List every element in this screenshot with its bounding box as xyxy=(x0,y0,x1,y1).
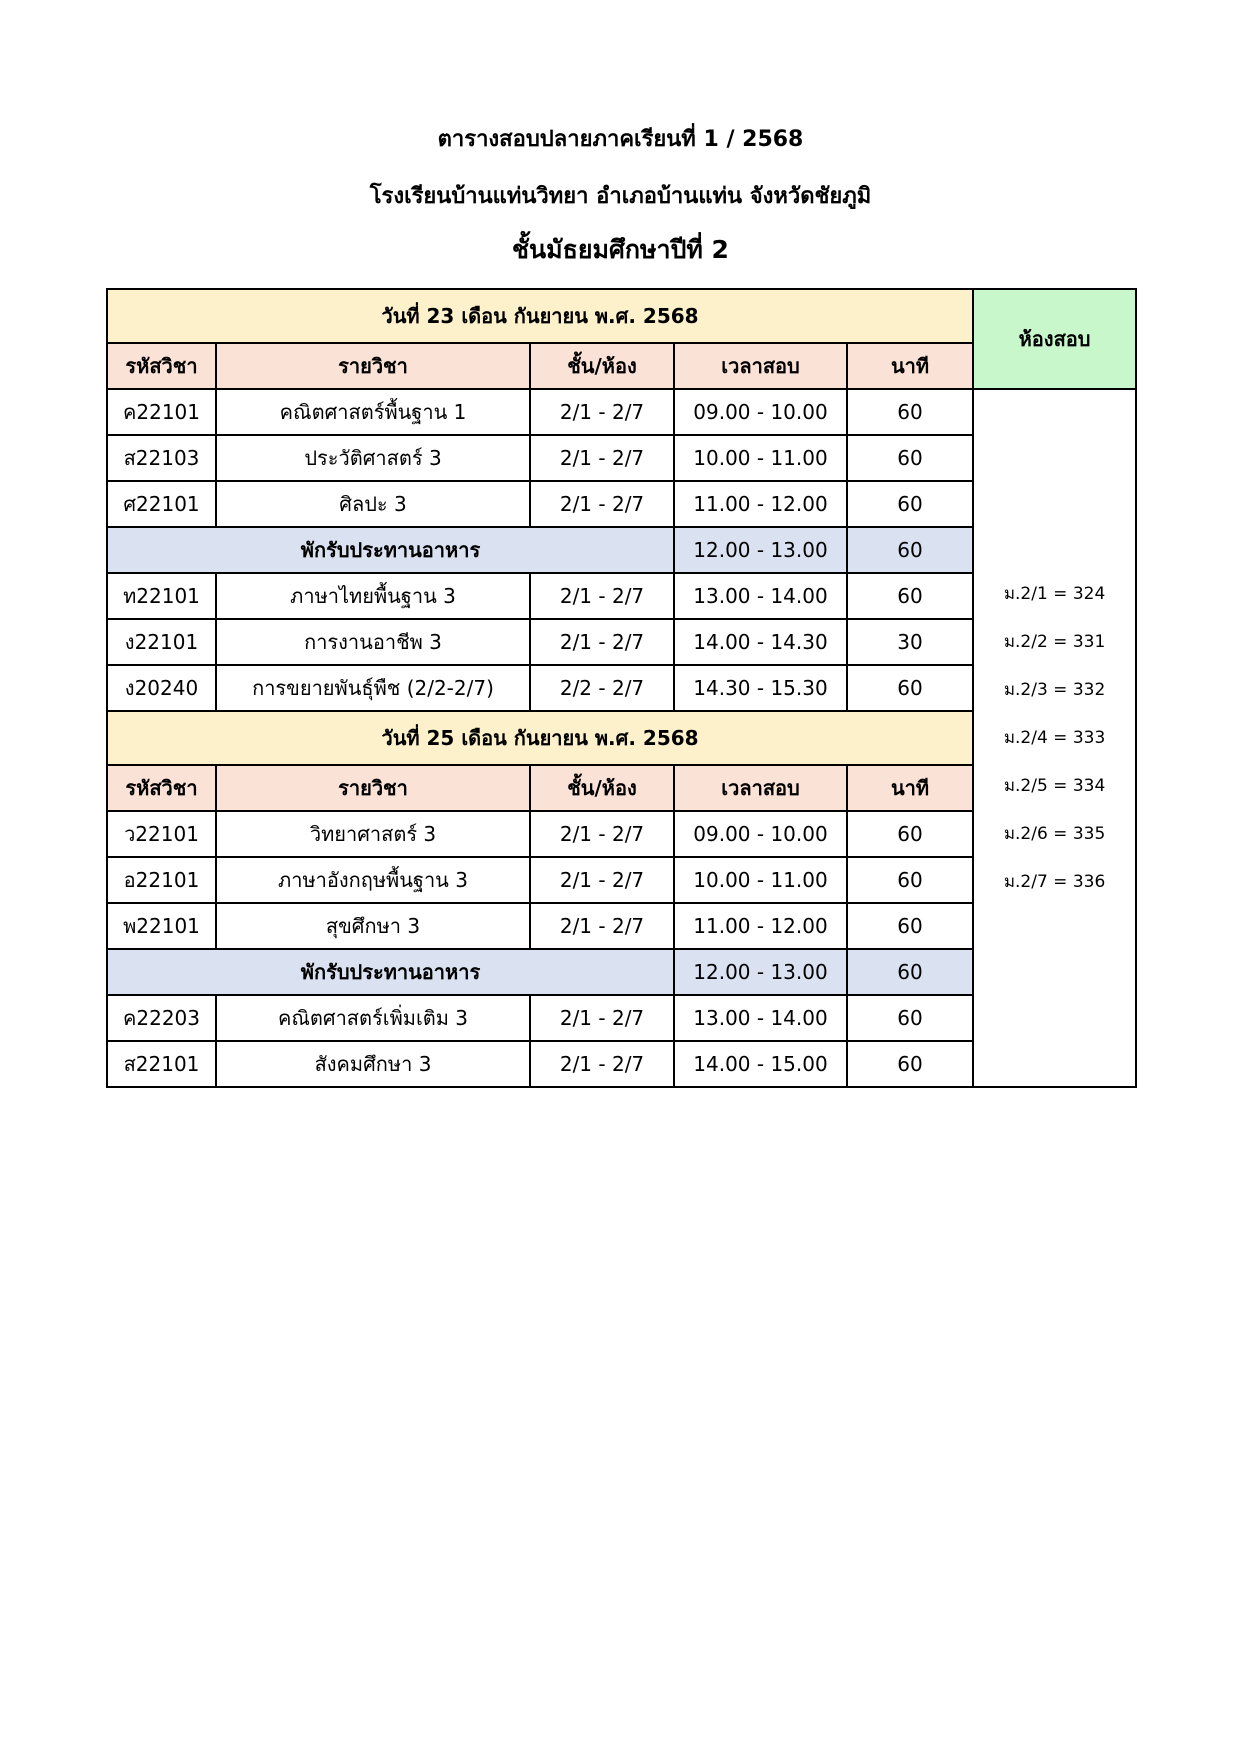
table-row xyxy=(107,389,1136,435)
room-item: ม.2/5 = 334 xyxy=(1003,776,1106,796)
header-time: เวลาสอบ xyxy=(674,765,847,811)
exam-time: 14.00 - 14.30 xyxy=(674,619,847,665)
exam-time: 11.00 - 12.00 xyxy=(674,481,847,527)
subject-name: วิทยาศาสตร์ 3 xyxy=(216,811,530,857)
room-header: ห้องสอบ xyxy=(973,289,1136,389)
subject-code: พ22101 xyxy=(107,903,216,949)
class-range: 2/1 - 2/7 xyxy=(530,857,674,903)
subject-name: ประวัติศาสตร์ 3 xyxy=(216,435,530,481)
exam-minutes: 60 xyxy=(847,481,973,527)
room-item: ม.2/1 = 324 xyxy=(1003,584,1106,604)
lunch-time: 12.00 - 13.00 xyxy=(674,949,847,995)
exam-minutes: 60 xyxy=(847,573,973,619)
subject-code: ง20240 xyxy=(107,665,216,711)
room-item: ม.2/6 = 335 xyxy=(1003,824,1106,844)
subject-name: ภาษาอังกฤษพื้นฐาน 3 xyxy=(216,857,530,903)
room-item: ม.2/7 = 336 xyxy=(1003,872,1106,892)
exam-date: วันที่ 25 เดือน กันยายน พ.ศ. 2568 xyxy=(107,711,973,765)
lunch-break-label: พักรับประทานอาหาร xyxy=(107,527,674,573)
class-range: 2/2 - 2/7 xyxy=(530,665,674,711)
header-subject: รายวิชา xyxy=(216,343,530,389)
subject-code: อ22101 xyxy=(107,857,216,903)
subject-code: ง22101 xyxy=(107,619,216,665)
exam-minutes: 60 xyxy=(847,389,973,435)
exam-time: 09.00 - 10.00 xyxy=(674,811,847,857)
exam-minutes: 60 xyxy=(847,903,973,949)
exam-time: 09.00 - 10.00 xyxy=(674,389,847,435)
lunch-minutes: 60 xyxy=(847,527,973,573)
exam-minutes: 30 xyxy=(847,619,973,665)
exam-time: 10.00 - 11.00 xyxy=(674,435,847,481)
subject-code: ว22101 xyxy=(107,811,216,857)
subject-name: ภาษาไทยพื้นฐาน 3 xyxy=(216,573,530,619)
exam-date: วันที่ 23 เดือน กันยายน พ.ศ. 2568 xyxy=(107,289,973,343)
subject-name: สุขศึกษา 3 xyxy=(216,903,530,949)
subject-code: ค22101 xyxy=(107,389,216,435)
subject-code: ศ22101 xyxy=(107,481,216,527)
document-title: ตารางสอบปลายภาคเรียนที่ 1 / 2568 xyxy=(437,127,804,152)
exam-time: 13.00 - 14.00 xyxy=(674,573,847,619)
exam-time: 11.00 - 12.00 xyxy=(674,903,847,949)
class-range: 2/1 - 2/7 xyxy=(530,481,674,527)
schedule-body xyxy=(107,289,1136,1087)
subject-code: ส22103 xyxy=(107,435,216,481)
subject-name: การขยายพันธุ์พืช (2/2-2/7) xyxy=(216,665,530,711)
class-range: 2/1 - 2/7 xyxy=(530,619,674,665)
subject-code: ส22101 xyxy=(107,1041,216,1087)
exam-time: 10.00 - 11.00 xyxy=(674,857,847,903)
room-assignment-cell xyxy=(973,389,1136,1087)
lunch-break-label: พักรับประทานอาหาร xyxy=(107,949,674,995)
class-range: 2/1 - 2/7 xyxy=(530,811,674,857)
exam-minutes: 60 xyxy=(847,665,973,711)
header-time: เวลาสอบ xyxy=(674,343,847,389)
room-item: ม.2/3 = 332 xyxy=(1003,680,1106,700)
subject-code: ค22203 xyxy=(107,995,216,1041)
exam-minutes: 60 xyxy=(847,1041,973,1087)
date-row xyxy=(107,289,1136,343)
header-class: ชั้น/ห้อง xyxy=(530,343,674,389)
class-range: 2/1 - 2/7 xyxy=(530,1041,674,1087)
subject-name: การงานอาชีพ 3 xyxy=(216,619,530,665)
header-code: รหัสวิชา xyxy=(107,765,216,811)
class-range: 2/1 - 2/7 xyxy=(530,389,674,435)
exam-time: 14.00 - 15.00 xyxy=(674,1041,847,1087)
header-minutes: นาที xyxy=(847,765,973,811)
exam-minutes: 60 xyxy=(847,811,973,857)
subject-name: คณิตศาสตร์พื้นฐาน 1 xyxy=(216,389,530,435)
room-item: ม.2/2 = 331 xyxy=(1003,632,1106,652)
header-subject: รายวิชา xyxy=(216,765,530,811)
room-list xyxy=(974,570,1135,906)
exam-minutes: 60 xyxy=(847,435,973,481)
exam-time: 14.30 - 15.30 xyxy=(674,665,847,711)
subject-code: ท22101 xyxy=(107,573,216,619)
class-range: 2/1 - 2/7 xyxy=(530,573,674,619)
header-class: ชั้น/ห้อง xyxy=(530,765,674,811)
subject-name: คณิตศาสตร์เพิ่มเติม 3 xyxy=(216,995,530,1041)
exam-minutes: 60 xyxy=(847,995,973,1041)
school-name: โรงเรียนบ้านแท่นวิทยา อำเภอบ้านแท่น จังหวัดชัยภูมิ xyxy=(369,184,872,209)
class-range: 2/1 - 2/7 xyxy=(530,995,674,1041)
exam-time: 13.00 - 14.00 xyxy=(674,995,847,1041)
subject-name: ศิลปะ 3 xyxy=(216,481,530,527)
class-range: 2/1 - 2/7 xyxy=(530,435,674,481)
header-code: รหัสวิชา xyxy=(107,343,216,389)
lunch-time: 12.00 - 13.00 xyxy=(674,527,847,573)
class-range: 2/1 - 2/7 xyxy=(530,903,674,949)
lunch-minutes: 60 xyxy=(847,949,973,995)
subject-name: สังคมศึกษา 3 xyxy=(216,1041,530,1087)
exam-minutes: 60 xyxy=(847,857,973,903)
room-item: ม.2/4 = 333 xyxy=(1003,728,1106,748)
header-minutes: นาที xyxy=(847,343,973,389)
grade-level: ชั้นมัธยมศึกษาปีที่ 2 xyxy=(512,235,729,264)
exam-schedule-table xyxy=(106,288,1137,1088)
